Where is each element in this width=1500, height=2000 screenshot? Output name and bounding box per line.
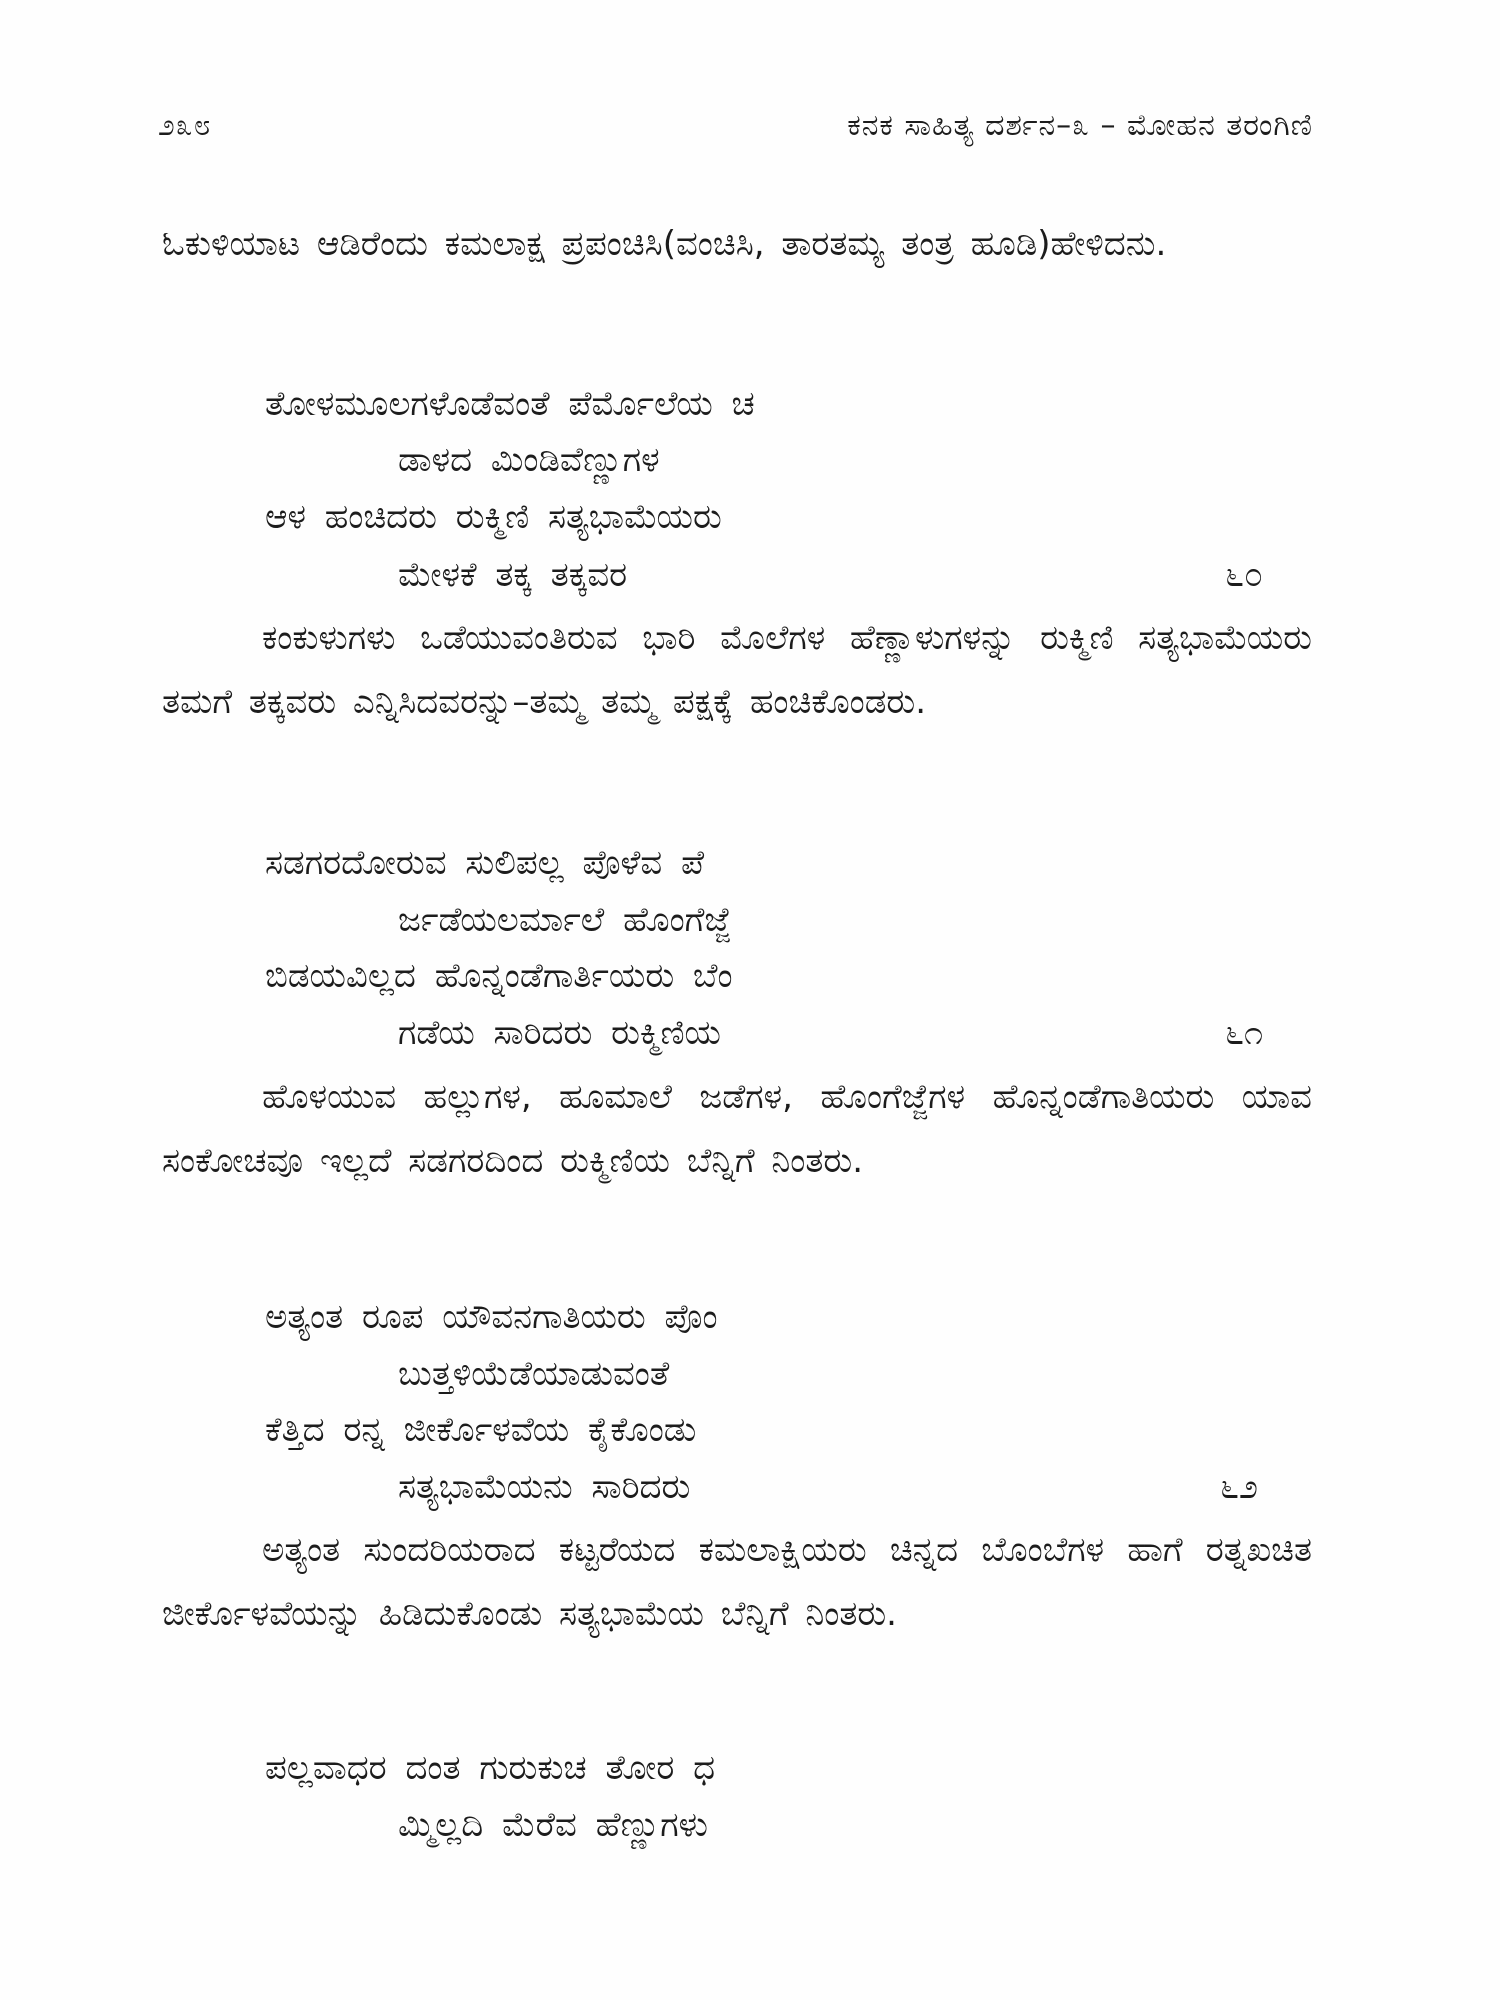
running-title: ಕನಕ ಸಾಹಿತ್ಯ ದರ್ಶನ–೩ – ಮೋಹನ ತರಂಗಿಣಿ [847,108,1313,143]
stanza-number: ೬೨ [1220,1467,1259,1507]
verse-line: ಮೇಳಕೆ ತಕ್ಕ ತಕ್ಕವರ [398,555,628,595]
opening-prose: ಓಕುಳಿಯಾಟ ಆಡಿರೆಂದು ಕಮಲಾಕ್ಷ ಪ್ರಪಂಚಿಸಿ(ವಂಚಿಸಿ, ತಾರತಮ್ಯ ತಂತ್ರ ಹೂಡಿ)ಹೇಳಿದನು. [162,224,1167,264]
verse-line: ತೋಳಮೂಲಗಳೊಡೆವಂತೆ ಪೆರ್ಮೊಲೆಯ ಚ [265,384,755,424]
verse-line: ಡಾಳದ ಮಿಂಡಿವೆಣ್ಣುಗಳ [398,440,660,480]
stanza-number: ೬೦ [1225,555,1264,595]
verse-line: ಕೆತ್ತಿದ ರನ್ನ ಜೀರ್ಕೊಳವೆಯ ಕೈಕೊಂಡು [265,1410,697,1450]
verse-line: ಪಲ್ಲವಾಧರ ದಂತ ಗುರುಕುಚ ತೋರ ಧ [265,1748,716,1788]
verse-line: ಸಡಗರದೋರುವ ಸುಲಿಪಲ್ಲ ಪೊಳೆವ ಪೆ [265,843,705,883]
verse-line: ಆಳ ಹಂಚಿದರು ರುಕ್ಮಿಣಿ ಸತ್ಯಭಾಮೆಯರು [265,497,722,537]
stanza-prose: ಅತ್ಯಂತ ಸುಂದರಿಯರಾದ ಕಟ್ಟರೆಯದ ಕಮಲಾಕ್ಷಿಯರು ಚಿನ್ನದ ಬೊಂಬೆಗಳ ಹಾಗೆ ರತ್ನಖಚಿತ ಜೀರ್ಕೊಳವೆಯನ್ನು ಹಿಡಿದುಕೊಂಡು ಸತ್ಯಭಾಮೆಯ ಬೆನ್ನಿಗೆ ನಿಂತರು. [162,1530,1312,1634]
verse-line: ಮ್ಮಿಲ್ಲದಿ ಮೆರೆವ ಹೆಣ್ಣುಗಳು [398,1805,708,1845]
page-header [158,108,1313,158]
stanza-number: ೬೧ [1225,1013,1264,1053]
verse-line: ಸತ್ಯಭಾಮೆಯನು ಸಾರಿದರು [398,1467,691,1507]
verse-line: ಬುತ್ತಳಿಯೆಡೆಯಾಡುವಂತೆ [398,1354,670,1394]
verse-line: ಅತ್ಯಂತ ರೂಪ ಯೌವನಗಾತಿಯರು ಪೊಂ [265,1297,718,1337]
page-number: ೨೩೮ [158,108,212,143]
verse-line: ಗಡೆಯ ಸಾರಿದರು ರುಕ್ಮಿಣಿಯ [398,1013,721,1053]
stanza-prose: ಹೊಳಯುವ ಹಲ್ಲುಗಳ, ಹೂಮಾಲೆ ಜಡೆಗಳ, ಹೊಂಗೆಜ್ಜೆಗಳ ಹೊನ್ನಂಡೆಗಾತಿಯರು ಯಾವ ಸಂಕೋಚವೂ ಇಲ್ಲದೆ ಸಡಗರದಿಂದ ರುಕ್ಮಿಣಿಯ ಬೆನ್ನಿಗೆ ನಿಂತರು. [162,1077,1312,1181]
verse-line: ರ್ಜಡೆಯಲರ್ಮಾಲೆ ಹೊಂಗೆಜ್ಜೆ [398,900,731,940]
stanza-prose: ಕಂಕುಳುಗಳು ಒಡೆಯುವಂತಿರುವ ಭಾರಿ ಮೊಲೆಗಳ ಹೆಣ್ಣಾಳುಗಳನ್ನು ರುಕ್ಮಿಣಿ ಸತ್ಯಭಾಮೆಯರು ತಮಗೆ ತಕ್ಕವರು ಎನ್ನಿಸಿದವರನ್ನು–ತಮ್ಮ ತಮ್ಮ ಪಕ್ಷಕ್ಕೆ ಹಂಚಿಕೊಂಡರು. [162,618,1312,722]
verse-line: ಬಿಡಯವಿಲ್ಲದ ಹೊನ್ನಂಡೆಗಾರ್ತಿಯರು ಬೆಂ [265,956,733,996]
